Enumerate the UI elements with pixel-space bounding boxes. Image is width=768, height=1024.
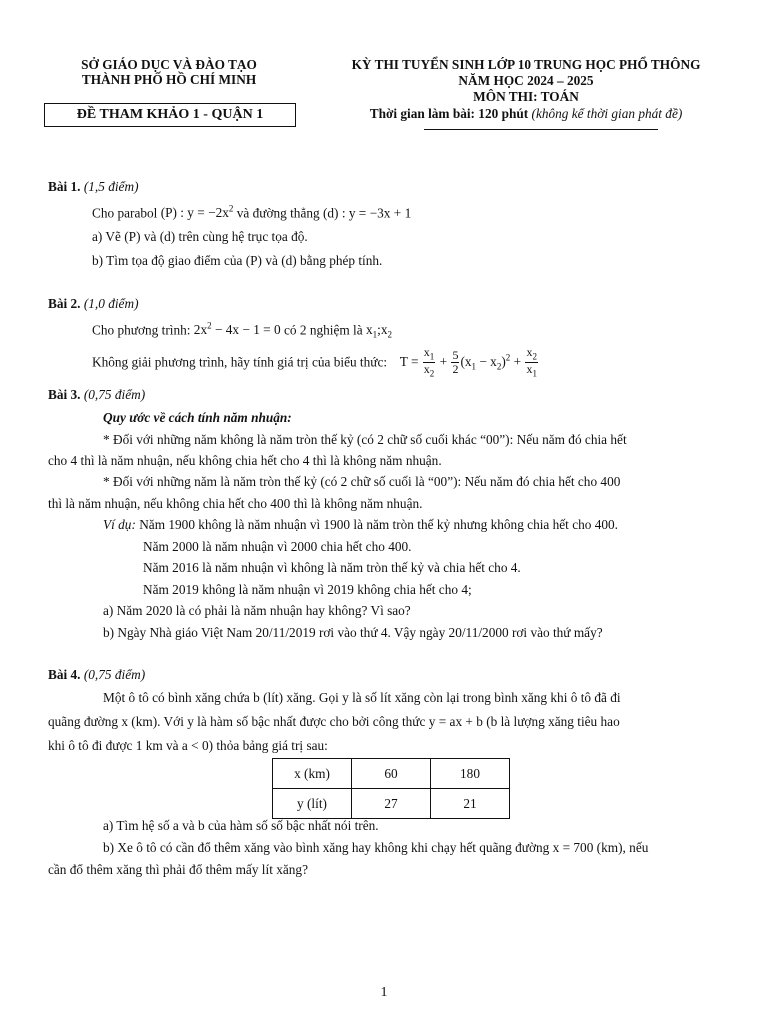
- bai2-title: Bài 2.: [48, 296, 81, 311]
- bai4-paragraph-2: quãng đường x (km). Với y là hàm số bậc nhất được cho bởi công thức y = ax + b (b là lượng xăng tiêu hao: [48, 714, 620, 729]
- bai1-question-a: a) Vẽ (P) và (d) trên cùng hệ trục tọa độ.: [92, 229, 308, 244]
- bai3-question-b: b) Ngày Nhà giáo Việt Nam 20/11/2019 rơi vào thứ 4. Vậy ngày 20/11/2000 rơi vào thứ mấy?: [103, 625, 603, 640]
- bai4-paragraph-3: khi ô tô đi được 1 km và a < 0) thỏa bảng giá trị sau:: [48, 738, 328, 753]
- bai4-question-a: a) Tìm hệ số a và b của hàm số số bậc nhất nói trên.: [103, 818, 379, 833]
- table-row: [273, 789, 510, 819]
- department-line-1: SỞ GIÁO DỤC VÀ ĐÀO TẠO: [81, 57, 257, 72]
- bai3-rule-2: * Đối với những năm là năm tròn thế kỷ (có 2 chữ số cuối là “00”): Nếu năm đó chia hết cho 400: [103, 474, 621, 489]
- bai4-paragraph-1: Một ô tô có bình xăng chứa b (lít) xăng. Gọi y là số lít xăng còn lại trong bình xăng khi ô tô đã đi: [103, 690, 621, 705]
- bai3-example-4: Năm 2019 không là năm nhuận vì 2019 không chia hết cho 4;: [143, 582, 472, 597]
- bai3-example-1: Ví dụ: Năm 1900 không là năm nhuận vì 1900 là năm tròn thế kỷ nhưng không chia hết cho 400.: [103, 517, 618, 532]
- bai3-points: (0,75 điểm): [83, 387, 146, 402]
- bai2-expression: T = $\frac{x_1}{x_2}$ + $\frac{5}{2}$ $(x_1 - x_2)^2$ + $\frac{x_2}{x_1}$: [399, 345, 537, 379]
- bai1-question-b: b) Tìm tọa độ giao điểm của (P) và (d) bằng phép tính.: [92, 253, 383, 268]
- bai1-heading: [48, 179, 139, 195]
- bai2-equation: $2x^2 - 4x - 1 = 0$: [193, 321, 281, 338]
- bai3-rule-title: Quy ước về cách tính năm nhuận:: [103, 410, 292, 425]
- bai4-points: (0,75 điểm): [83, 667, 146, 682]
- table-cell: y (lít): [273, 789, 352, 819]
- table-cell: 21: [431, 789, 510, 819]
- exam-title-line-1: KỲ THI TUYỂN SINH LỚP 10 TRUNG HỌC PHỔ THÔNG: [351, 57, 701, 72]
- bai3-rule-1: * Đối với những năm không là năm tròn thế kỷ (có 2 chữ số cuối khác “00”): Nếu năm đó chia hết: [103, 432, 627, 447]
- bai1-intro: [92, 204, 411, 221]
- bai3-rule-1b: cho 4 thì là năm nhuận, nếu không chia hết cho 4 thì là không năm nhuận.: [48, 453, 442, 468]
- bai3-example-2: Năm 2000 là năm nhuận vì 2000 chia hết cho 400.: [143, 539, 412, 554]
- bai1-intro-text-a: Cho parabol: [92, 205, 158, 221]
- bai3-heading: [48, 387, 145, 403]
- bai1-line: (d) : y = −3x + 1: [322, 205, 412, 221]
- bai4-value-table: [272, 758, 510, 819]
- page-number: 1: [380, 985, 388, 1000]
- bai4-question-b-line-2: cần đổ thêm xăng thì phải đổ thêm mấy lít xăng?: [48, 862, 308, 877]
- table-cell: 27: [352, 789, 431, 819]
- bai1-title: Bài 1.: [48, 179, 81, 194]
- time-note: (không kể thời gian phát đề): [531, 106, 683, 121]
- bai3-title: Bài 3.: [48, 387, 81, 402]
- bai2-expression-text: Không giải phương trình, hãy tính giá trị của biểu thức:: [92, 354, 388, 370]
- table-row: [273, 759, 510, 789]
- bai3-vidu: Ví dụ:: [103, 517, 136, 532]
- bai2-equation-line: Cho phương trình: $2x^2 - 4x - 1 = 0$ có 2 nghiệm là $x_1;x_2$: [92, 321, 392, 341]
- exam-code-box: ĐỀ THAM KHẢO 1 - QUẬN 1: [44, 103, 296, 127]
- bai2-points: (1,0 điểm): [83, 296, 139, 311]
- bai4-heading: [48, 667, 145, 683]
- exam-title-line-2: NĂM HỌC 2024 – 2025: [458, 73, 594, 88]
- bai2-heading: [48, 296, 139, 312]
- time-label: Thời gian làm bài: 120 phút: [369, 106, 529, 121]
- bai3-question-a: a) Năm 2020 là có phải là năm nhuận hay không? Vì sao?: [103, 603, 411, 618]
- bai1-intro-text-b: và đường thẳng: [236, 205, 320, 221]
- table-cell: x (km): [273, 759, 352, 789]
- bai3-example-3: Năm 2016 là năm nhuận vì không là năm tròn thế kỷ và chia hết cho 4.: [143, 560, 521, 575]
- bai2-roots: $x_1;x_2$: [365, 322, 392, 341]
- bai2-expression-line: [92, 346, 539, 379]
- department-line-2: THÀNH PHỐ HỒ CHÍ MINH: [81, 72, 257, 87]
- bai4-title: Bài 4.: [48, 667, 81, 682]
- exam-time: [310, 106, 742, 122]
- bai1-points: (1,5 điểm): [83, 179, 139, 194]
- table-cell: 60: [352, 759, 431, 789]
- bai1-parabol: (P) : $y = -2x^2$: [160, 204, 234, 221]
- bai4-question-b-line-1: b) Xe ô tô có cần đổ thêm xăng vào bình xăng hay không khi chạy hết quãng đường x = 700 (km), nếu: [103, 840, 649, 855]
- bai3-rule-2b: thì là năm nhuận, nếu không chia hết cho 400 thì là không năm nhuận.: [48, 496, 423, 511]
- table-cell: 180: [431, 759, 510, 789]
- header-underline: [424, 129, 658, 130]
- exam-title-line-3: MÔN THI: TOÁN: [473, 89, 579, 104]
